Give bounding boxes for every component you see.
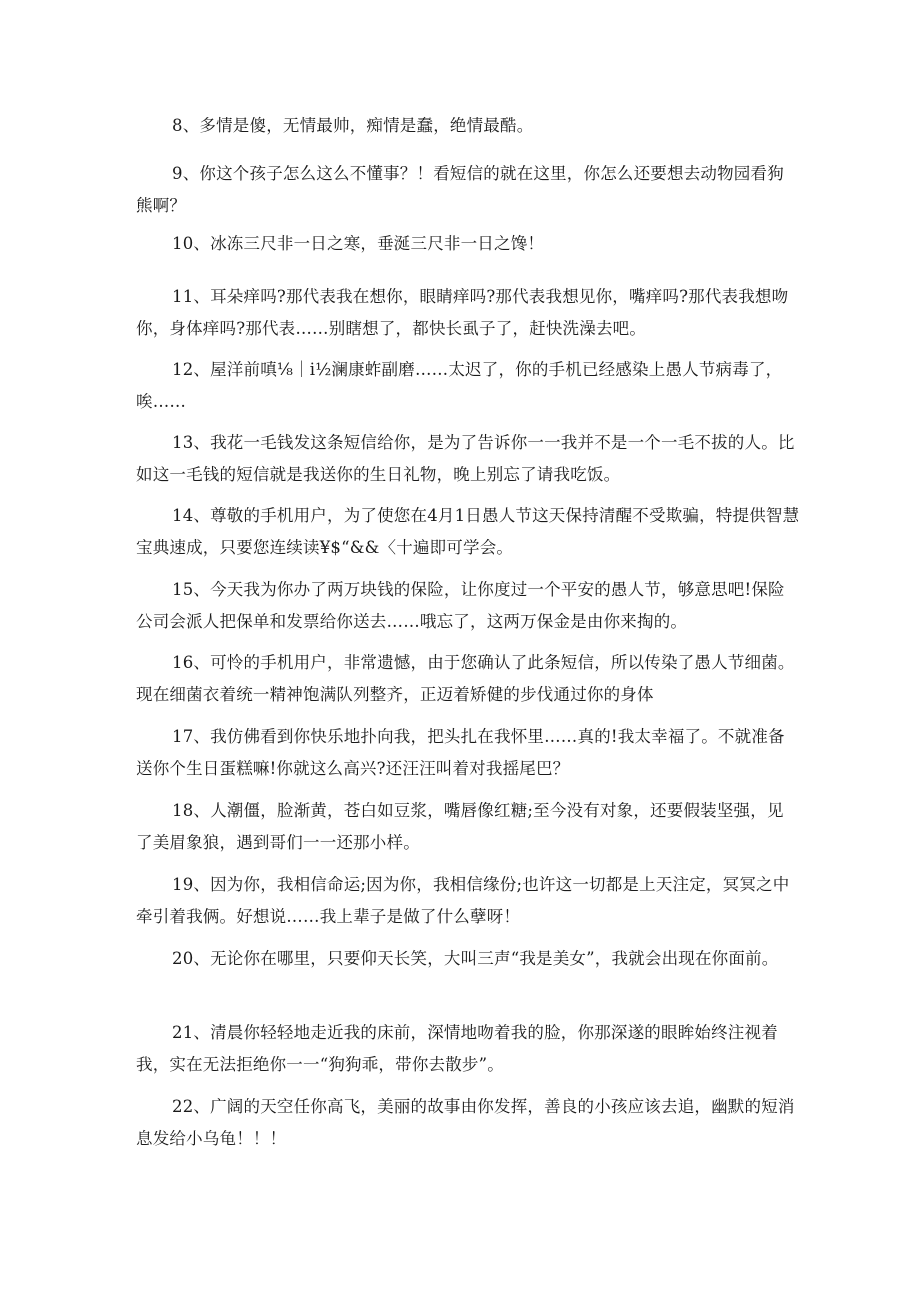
item-11: 11、耳朵痒吗?那代表我在想你，眼睛痒吗?那代表我想见你，嘴痒吗?那代表我想吻你，身体痒吗?那代表……别瞎想了，都快长虱子了，赶快洗澡去吧。 — [136, 287, 789, 338]
item-19: 19、因为你，我相信命运;因为你，我相信缘份;也许这一切都是上天注定，冥冥之中牵引着我俩。好想说……我上辈子是做了什么孽呀！ — [136, 875, 790, 926]
item-18: 18、人潮僵，脸渐黄，苍白如豆浆，嘴唇像红糖;至今没有对象，还要假装坚强，见了美眉象狼，遇到哥们一一还那小样。 — [136, 801, 784, 852]
item-16: 16、可怜的手机用户，非常遗憾，由于您确认了此条短信，所以传染了愚人节细菌。现在细菌衣着统一精神饱满队列整齐，正迈着矫健的步伐通过你的身体 — [136, 653, 795, 704]
item-20: 20、无论你在哪里，只要仰天长笑，大叫三声“我是美女”，我就会出现在你面前。 — [172, 949, 779, 968]
item-14: 14、尊敬的手机用户，为了使您在4月1日愚人节这天保持清醒不受欺骗，特提供智慧宝典速成，只要您连续读¥$“&&〈十遍即可学会。 — [136, 506, 800, 557]
item-8: 8、多情是傻，无情最帅，痴情是蠢，绝情最酷。 — [172, 116, 534, 135]
item-10: 10、冰冻三尺非一日之寒，垂涎三尺非一日之馋！ — [172, 234, 545, 253]
item-9: 9、你这个孩子怎么这么不懂事？！看短信的就在这里，你怎么还要想去动物园看狗熊啊？ — [136, 164, 784, 215]
item-13: 13、我花一毛钱发这条短信给你，是为了告诉你一一我并不是一个一毛不拔的人。比如这一毛钱的短信就是我送你的生日礼物，晚上别忘了请我吃饭。 — [136, 433, 795, 484]
item-15: 15、今天我为你办了两万块钱的保险，让你度过一个平安的愚人节，够意思吧!保险公司会派人把保单和发票给你送去……哦忘了，这两万保金是由你来掏的。 — [136, 580, 785, 631]
item-21: 21、清晨你轻轻地走近我的床前，深情地吻着我的脸，你那深遂的眼眸始终注视着我，实在无法拒绝你一一“狗狗乖，带你去散步”。 — [136, 1023, 778, 1074]
item-22: 22、广阔的天空任你高飞，美丽的故事由你发挥，善良的小孩应该去追，幽默的短消息发给小乌龟！！！ — [136, 1097, 795, 1148]
item-17: 17、我仿佛看到你快乐地扑向我，把头扎在我怀里……真的!我太幸福了。不就准备送你个生日蛋糕嘛!你就这么高兴?还汪汪叫着对我摇尾巴？ — [136, 727, 785, 778]
item-12: 12、屋洋前嗔⅛｜i½澜康蚱副磨……太迟了，你的手机已经感染上愚人节病毒了，唉…… — [136, 360, 783, 411]
